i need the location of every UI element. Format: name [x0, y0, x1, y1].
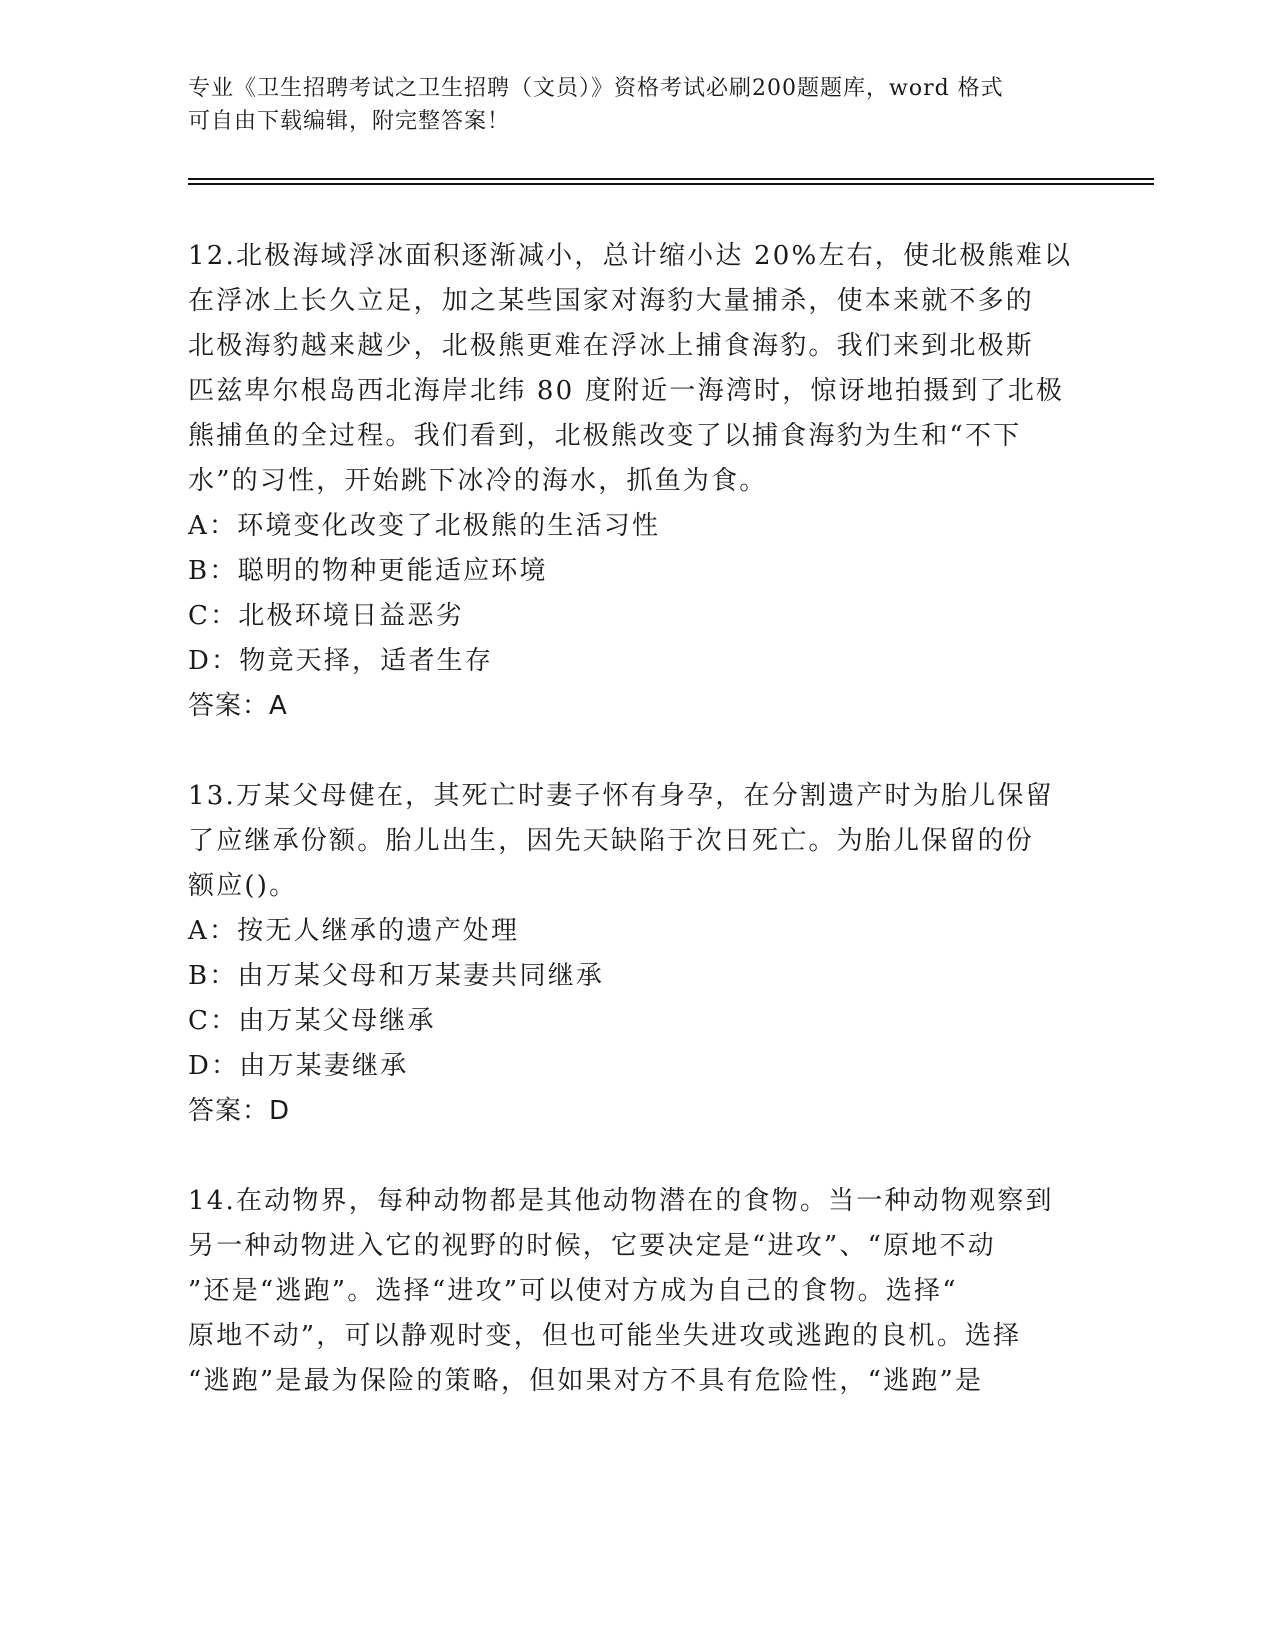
question-12 — [188, 234, 1088, 729]
question-stem-line: 匹兹卑尔根岛西北海岸北纬 80 度附近一海湾时，惊讶地拍摄到了北极 — [188, 376, 1065, 406]
question-spacer — [188, 729, 1088, 774]
question-14 — [188, 1179, 1088, 1404]
question-stem-line: 13.万某父母健在，其死亡时妻子怀有身孕，在分割遗产时为胎儿保留 — [188, 781, 1054, 811]
option-d: D：物竞天择，适者生存 — [188, 646, 494, 676]
option-c: C：由万某父母继承 — [188, 1006, 436, 1036]
question-stem-line: 另一种动物进入它的视野的时候，它要决定是“进攻”、“原地不动 — [188, 1231, 996, 1261]
answer-line: 答案：D — [188, 1096, 291, 1126]
option-b: B：由万某父母和万某妻共同继承 — [188, 961, 605, 991]
question-13 — [188, 774, 1088, 1134]
header-title-line-2: 可自由下载编辑，附完整答案！ — [188, 109, 511, 134]
question-stem-line: 原地不动”，可以静观时变，但也可能坐失进攻或逃跑的良机。选择 — [188, 1321, 1022, 1351]
question-stem-line: 额应()。 — [188, 871, 298, 901]
question-stem-line: 北极海豹越来越少，北极熊更难在浮冰上捕食海豹。我们来到北极斯 — [188, 331, 1035, 361]
question-stem-line: 水”的习性，开始跳下冰冷的海水，抓鱼为食。 — [188, 466, 768, 496]
option-a: A：按无人继承的遗产处理 — [188, 916, 520, 946]
question-stem-line: ”还是“逃跑”。选择“进攻”可以使对方成为自己的食物。选择“ — [188, 1276, 958, 1306]
document-header — [188, 72, 1068, 138]
question-stem-line: 12.北极海域浮冰面积逐渐减小，总计缩小达 20%左右，使北极熊难以 — [188, 241, 1073, 271]
option-d: D：由万某妻继承 — [188, 1051, 409, 1081]
header-divider-top — [188, 178, 1154, 180]
question-spacer — [188, 1134, 1088, 1179]
question-stem-line: 14.在动物界，每种动物都是其他动物潜在的食物。当一种动物观察到 — [188, 1186, 1054, 1216]
option-c: C：北极环境日益恶劣 — [188, 601, 464, 631]
option-a: A：环境变化改变了北极熊的生活习性 — [188, 511, 661, 541]
option-b: B：聪明的物种更能适应环境 — [188, 556, 548, 586]
header-title-line-1: 专业《卫生招聘考试之卫生招聘（文员）》资格考试必刷200题题库，word 格式 — [188, 76, 1004, 101]
question-stem-line: 了应继承份额。胎儿出生，因先天缺陷于次日死亡。为胎儿保留的份 — [188, 826, 1035, 856]
header-divider-bottom — [188, 183, 1154, 185]
question-stem-line: 在浮冰上长久立足，加之某些国家对海豹大量捕杀，使本来就不多的 — [188, 286, 1035, 316]
question-list — [188, 234, 1088, 1404]
answer-line: 答案：A — [188, 691, 288, 721]
question-stem-line: “逃跑”是最为保险的策略，但如果对方不具有危险性，“逃跑”是 — [188, 1366, 984, 1396]
question-stem-line: 熊捕鱼的全过程。我们看到，北极熊改变了以捕食海豹为生和“不下 — [188, 421, 1022, 451]
